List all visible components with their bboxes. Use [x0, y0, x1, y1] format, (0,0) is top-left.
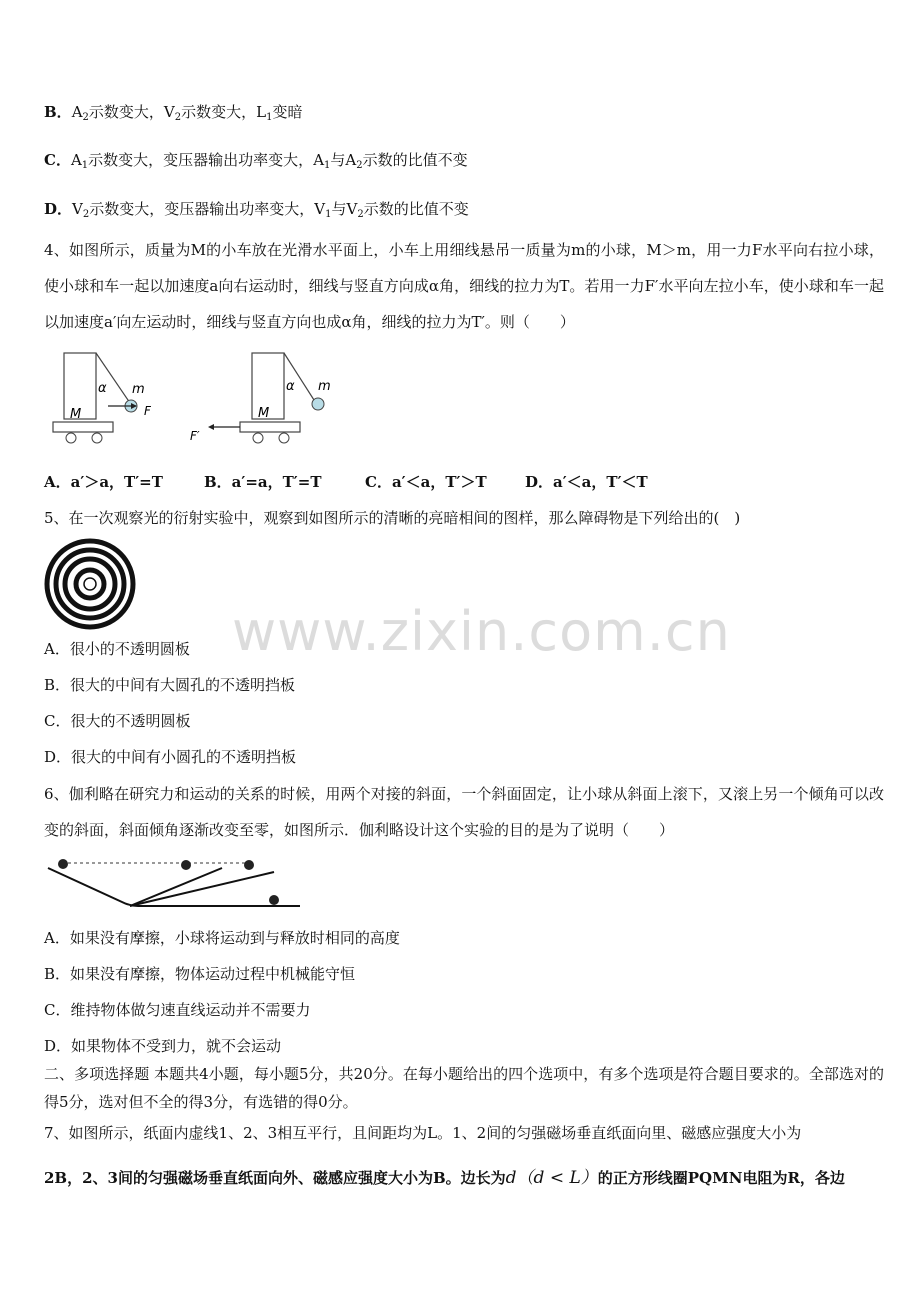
ball	[58, 859, 68, 869]
text: L	[256, 103, 267, 121]
q6-option-c[interactable]: C．维持物体做匀速直线运动并不需要力	[44, 1001, 311, 1019]
text: A	[345, 151, 357, 169]
text: 2	[174, 112, 182, 123]
galileo-inclines-figure	[44, 854, 304, 914]
alpha-label: α	[98, 381, 107, 396]
text: 示数的比值不变	[362, 151, 468, 169]
M-label: M	[70, 407, 82, 422]
text: 示数变大，	[88, 103, 164, 121]
q4-figure-left	[48, 350, 178, 450]
text: 1	[325, 209, 332, 220]
diffraction-rings-figure	[44, 537, 138, 631]
text: 示数的比值不变	[363, 200, 469, 218]
q5-option-a[interactable]: A．很小的不透明圆板	[44, 640, 190, 658]
q5-option-b[interactable]: B．很大的中间有大圆孔的不透明挡板	[44, 676, 296, 694]
text: 变暗	[272, 103, 303, 121]
q6-option-a[interactable]: A．如果没有摩擦，小球将运动到与释放时相同的高度	[44, 929, 400, 947]
q6-option-d[interactable]: D．如果物体不受到力，就不会运动	[44, 1037, 282, 1055]
text: 2B，2、3间的匀强磁场垂直纸面向外、磁感应强度大小为B。边长为	[44, 1169, 506, 1187]
wheel	[66, 433, 76, 443]
option-label: C．	[44, 151, 71, 169]
text: 与	[330, 151, 346, 169]
wheel	[253, 433, 263, 443]
ball	[181, 860, 191, 870]
ball	[244, 860, 254, 870]
alpha-label: α	[286, 379, 295, 394]
text: A	[313, 151, 325, 169]
text: 2	[356, 160, 363, 171]
q5-option-c[interactable]: C．很大的不透明圆板	[44, 712, 191, 730]
q7-line-1: 7、如图所示，纸面内虚线1、2、3相互平行，且间距均为L。1、2间的匀强磁场垂直纸面向里、磁感应强度大小为	[44, 1124, 802, 1142]
m-label: m	[318, 379, 331, 394]
q4-option-b[interactable]: B．a′=a，T′=T	[204, 473, 322, 491]
q4-option-d[interactable]: D．a′＜a，T′＜T	[525, 473, 648, 491]
watermark: www.zixin.com.cn	[232, 600, 731, 663]
text: V	[163, 103, 175, 121]
q6-stem: 6、伽利略在研究力和运动的关系的时候，用两个对接的斜面，一个斜面固定，让小球从斜面上滚下，又滚上另一个倾角可以改变的斜面，斜面倾角逐渐改变至零，如图所示．伽利略设计这个实验的目的是为了说明（ ）	[44, 785, 884, 839]
text: V	[314, 200, 326, 218]
q6-option-b[interactable]: B．如果没有摩擦，物体运动过程中机械能守恒	[44, 965, 356, 983]
q5-option-d[interactable]: D．很大的中间有小圆孔的不透明挡板	[44, 748, 297, 766]
text: 的正方形线圈PQMN电阻为R，各边	[597, 1169, 845, 1187]
formula: d（d < L）	[505, 1168, 598, 1188]
q3-option-c[interactable]	[44, 149, 468, 171]
text: V	[346, 200, 358, 218]
text: 1	[266, 112, 273, 123]
text: 示数变大，	[181, 103, 257, 121]
text: 1	[81, 160, 89, 171]
text: 2	[82, 209, 90, 220]
m-label: m	[132, 382, 145, 397]
text: 示数变大，变压器输出功率变大，	[88, 151, 314, 169]
force-arrow-head	[208, 424, 214, 430]
option-label: D．	[44, 200, 73, 218]
ball	[312, 398, 324, 410]
q4-option-c[interactable]: C．a′＜a，T′＞T	[365, 473, 487, 491]
wheel	[279, 433, 289, 443]
cart-body	[240, 422, 300, 432]
q5-stem: 5、在一次观察光的衍射实验中，观察到如图所示的清晰的亮暗相间的图样，那么障碍物是下列给出的( )	[44, 509, 741, 527]
text: 2	[82, 112, 89, 123]
text: A	[70, 151, 82, 169]
q3-option-d[interactable]	[44, 198, 469, 220]
q7-line-2	[44, 1163, 845, 1188]
F-label: F	[144, 404, 151, 418]
text: V	[72, 200, 83, 218]
F-prime-label: F′	[190, 429, 200, 443]
section-2-heading: 二、多项选择题 本题共4小题，每小题5分，共20分。在每小题给出的四个选项中，有多个选项是符合题目要求的。全部选对的得5分，选对但不全的得3分，有选错的得0分。	[44, 1065, 884, 1111]
M-label: M	[258, 406, 270, 421]
q3-option-b[interactable]	[44, 101, 303, 123]
text: 与	[331, 200, 347, 218]
cart-body	[53, 422, 113, 432]
q4-option-a[interactable]: A．a′＞a，T′=T	[44, 473, 163, 491]
text: A	[71, 103, 83, 121]
option-label: B．	[44, 103, 72, 121]
text: 1	[324, 160, 331, 171]
wheel	[92, 433, 102, 443]
ball	[269, 895, 279, 905]
text: 2	[357, 209, 364, 220]
q4-figure-right	[188, 350, 338, 450]
text: 示数变大，变压器输出功率变大，	[89, 200, 315, 218]
q4-stem: 4、如图所示，质量为M的小车放在光滑水平面上，小车上用细线悬吊一质量为m的小球，M＞m，用一力F水平向右拉小球，使小球和车一起以加速度a向右运动时，细线与竖直方向成α角，细线的拉力为T。若用一力F′水平向左拉小车，使小球和车一起以加速度a′向左运动时，细线与竖直方向也成α角，细线的拉力为T′。则（ ）	[44, 241, 884, 331]
center-spot	[84, 578, 96, 590]
